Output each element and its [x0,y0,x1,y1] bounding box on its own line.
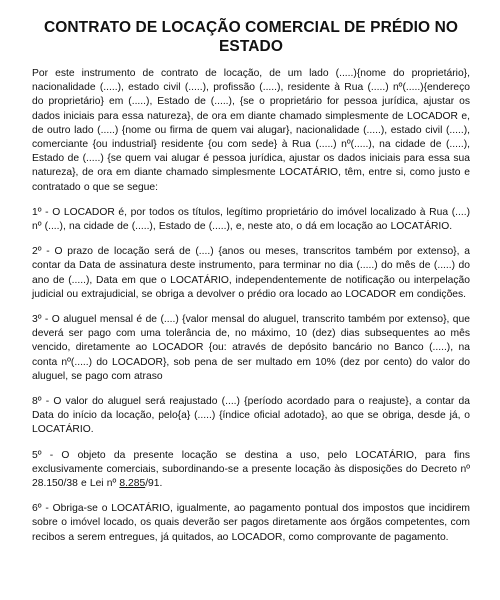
clause-1-paragraph: 1º - O LOCADOR é, por todos os títulos, legítimo proprietário do imóvel localizado à Rua (....) nº (....), na cidade de (.....), Estado de (.....), e, neste ato, o dá em locação ao LOCATÁRIO. [32,206,470,233]
contract-document [32,18,470,556]
clause-6-paragraph: 6º - Obriga-se o LOCATÁRIO, igualmente, ao pagamento pontual dos impostos que incidirem sobre o imóvel locado, os quais deverão ser pagos diretamente aos órgãos competentes, com recibos a serem entregues, já quitados, ao LOCADOR, como comprovante de pagamento. [32,503,470,543]
clause-3-paragraph: 3º - O aluguel mensal é de (....) {valor mensal do aluguel, transcrito também por extenso}, que deverá ser pago com uma tolerância de, no máximo, 10 (dez) dias subsequentes ao mês vencido, diretamente ao LOCADOR {ou: através de depósito bancário no Banco (.....), na conta nº(.....) do LOCADOR}, sob pena de ser multado em 10% (dez por cento) do valor do aluguel, se pago com atraso [32,314,470,382]
preamble-paragraph: Por este instrumento de contrato de locação, de um lado (.....){nome do proprietário}, nacionalidade (.....), estado civil (.....), profissão (.....), residente à Rua (.....) nº(.....){endereço do proprietário} em (.....), Estado de (.....), {se o proprietário for pessoa jurídica, ajustar os dados iniciais para essa natureza}, de ora em diante chamado simplesmente de LOCADOR e, de outro lado (.....) {nome ou firma de quem vai alugar}, nacionalidade (.....), estado civil (.....), comerciante {ou industrial} residente {ou com sede} à Rua (.....) nº(.....), na cidade de (.....), Estado de (.....) {se quem vai alugar é pessoa jurídica, ajustar os dados iniciais para essa sua natureza}, de ora em diante chamado simplesmente LOCATÁRIO, têm, entre si, como justo e contratado o que se segue: [32,68,470,193]
clause-8-paragraph: 8º - O valor do aluguel será reajustado (....) {período acordado para o reajuste}, a contar da Data do início da locação, pelo{a} (.....) {índice oficial adotado}, ao que se obriga, desde já, o LOCATÁRIO. [32,396,470,436]
title-line-2: ESTADO [218,38,284,55]
clause-5-paragraph [32,449,470,492]
clause-5-text-end: /91. [145,478,163,490]
law-link[interactable]: 8.285 [119,478,146,490]
title-line-1: CONTRATO DE LOCAÇÃO COMERCIAL DE PRÉDIO NO [43,19,459,36]
clause-2-paragraph: 2º - O prazo de locação será de (....) {anos ou meses, transcritos também por extenso}, a contar da Data de assinatura deste instrumento, para terminar no dia (.....) do mês de (.....) do ano de (.....), Data em que o LOCATÁRIO, independentemente de notificação ou interpelação judicial ou extrajudicial, se obriga a devolver o prédio ora locado ao LOCADOR em condições. [32,246,470,300]
clause-5-text: 5º - O objeto da presente locação se destina a uso, pelo LOCATÁRIO, para fins exclusivamente comerciais, subordinando-se a presente locação às disposições do Decreto nº 28.150/38 e Lei nº [32,449,470,490]
document-title [32,18,470,56]
